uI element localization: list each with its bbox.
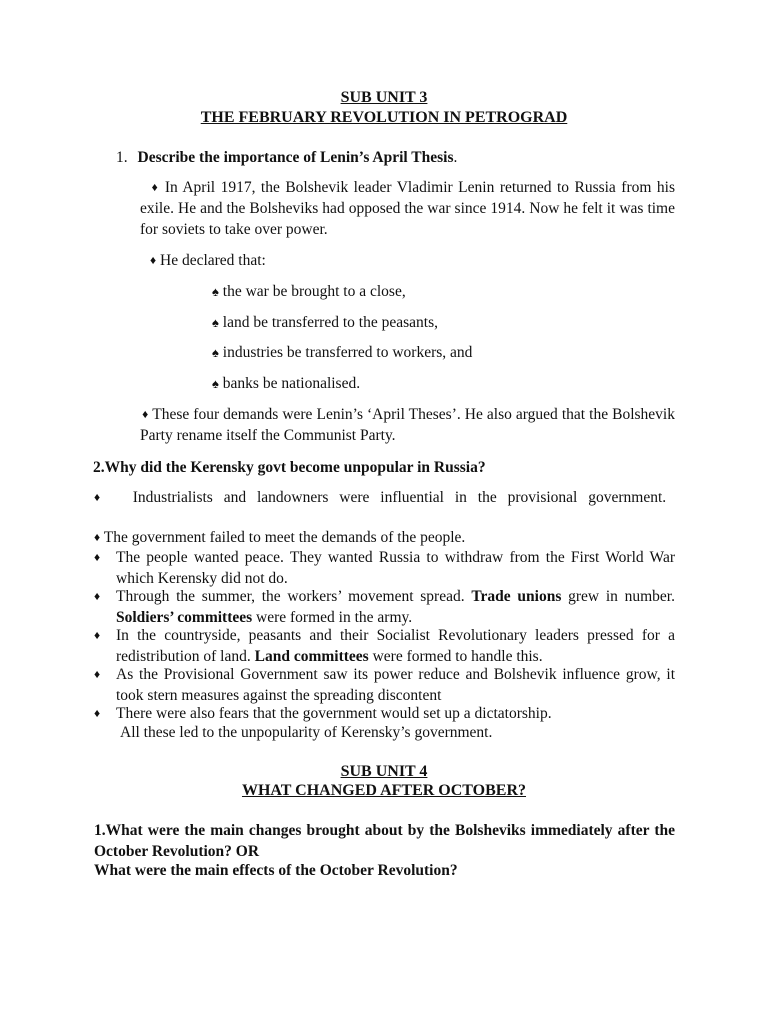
- question-2-point: [94, 487, 675, 508]
- diamond-bullet-icon: ♦: [150, 253, 157, 267]
- demand-text: land be transferred to the peasants,: [222, 314, 438, 331]
- question-2-conclusion: All these led to the unpopularity of Kerensky’s government.: [120, 724, 493, 741]
- spade-bullet-icon: ♠: [212, 315, 219, 330]
- diamond-bullet-icon: ♦: [150, 180, 160, 194]
- question-1: [116, 147, 676, 168]
- question-2: 2.Why did the Kerensky govt become unpopular in Russia?: [93, 459, 486, 476]
- diamond-bullet-icon: ♦: [94, 490, 101, 504]
- point-text: The people wanted peace. They wanted Russia to withdraw from the First World War which Kerensky did not do.: [116, 549, 675, 587]
- answer-1-paragraph-2-text: He declared that:: [160, 252, 266, 269]
- question-2-point: [94, 586, 675, 628]
- demand-item: [212, 312, 438, 333]
- question-3-alternate: What were the main effects of the October Revolution?: [94, 862, 458, 879]
- question-2-point: [94, 547, 675, 589]
- question-3: 1.What were the main changes brought about by the Bolsheviks immediately after the October Revolution? OR: [94, 822, 675, 860]
- point-text: Industrialists and landowners were influential in the provisional government.: [132, 489, 667, 506]
- question-2-point: [94, 527, 675, 548]
- question-1-period: .: [453, 149, 458, 166]
- diamond-bullet-icon: ♦: [94, 706, 101, 720]
- answer-1-paragraph-3-text: These four demands were Lenin’s ‘April Theses’. He also argued that the Bolshevik Party rename itself the Communist Party.: [140, 406, 675, 444]
- answer-1-paragraph-3: [140, 404, 675, 446]
- point-text: Through the summer, the workers’ movement spread. Trade unions grew in number. Soldiers’ committees were formed in the army.: [116, 588, 675, 626]
- question-1-text: Describe the importance of Lenin’s April Thesis: [137, 149, 454, 166]
- sub-unit-3-title: THE FEBRUARY REVOLUTION IN PETROGRAD: [200, 109, 568, 126]
- point-text: As the Provisional Government saw its power reduce and Bolshevik influence grow, it took stern measures against the spreading discontent: [116, 666, 675, 704]
- demand-text: the war be brought to a close,: [222, 283, 406, 300]
- answer-1-paragraph-2: [150, 250, 670, 271]
- demand-item: [212, 373, 360, 394]
- question-2-point: [94, 664, 675, 706]
- question-2-point: [94, 625, 675, 667]
- spade-bullet-icon: ♠: [212, 345, 219, 360]
- spade-bullet-icon: ♠: [212, 376, 219, 391]
- point-text: There were also fears that the government would set up a dictatorship.: [116, 705, 552, 722]
- demand-item: [212, 342, 472, 363]
- spade-bullet-icon: ♠: [212, 284, 219, 299]
- diamond-bullet-icon: ♦: [94, 667, 101, 681]
- question-2-point: [94, 703, 675, 724]
- answer-1-paragraph-1: [140, 177, 675, 240]
- diamond-bullet-icon: ♦: [142, 407, 149, 421]
- question-1-number: 1.: [116, 149, 128, 166]
- demand-text: industries be transferred to workers, and: [222, 344, 473, 361]
- sub-unit-4-label: SUB UNIT 4: [340, 763, 428, 780]
- demand-text: banks be nationalised.: [222, 375, 361, 392]
- answer-1-paragraph-1-text: In April 1917, the Bolshevik leader Vladimir Lenin returned to Russia from his exile. He and the Bolsheviks had opposed the war since 1914. Now he felt it was time for soviets to take over power.: [140, 179, 675, 238]
- diamond-bullet-icon: ♦: [94, 628, 101, 642]
- point-text: In the countryside, peasants and their Socialist Revolutionary leaders pressed for a redistribution of land. Land committees were formed to handle this.: [116, 627, 675, 665]
- sub-unit-4-title: WHAT CHANGED AFTER OCTOBER?: [241, 782, 527, 799]
- sub-unit-3-label: SUB UNIT 3: [340, 89, 428, 106]
- diamond-bullet-icon: ♦: [94, 589, 101, 603]
- demand-item: [212, 281, 406, 302]
- point-text: The government failed to meet the demands of the people.: [103, 529, 466, 546]
- diamond-bullet-icon: ♦: [94, 530, 101, 544]
- diamond-bullet-icon: ♦: [94, 550, 101, 564]
